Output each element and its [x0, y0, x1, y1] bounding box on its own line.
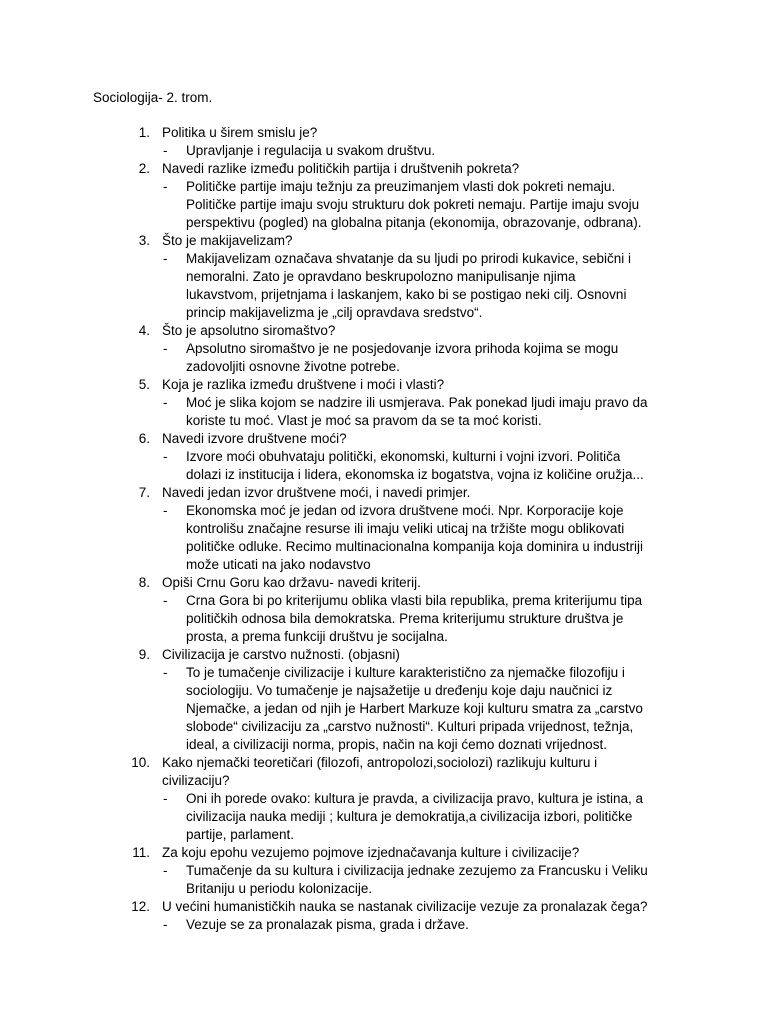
answer-line: Upravljanje i regulacija u svakom društvu. — [186, 143, 436, 158]
question-text: Što je makijavelizam? — [162, 233, 293, 248]
question-number: 8. — [138, 575, 150, 590]
answer-line: nemoralni. Zato je opravdano beskrupolozno manipulisanje njima — [186, 269, 576, 284]
question-number: 7. — [138, 485, 150, 500]
question-text: Navedi jedan izvor društvene moći, i navedi primjer. — [162, 485, 471, 500]
answer-line: partije, parlament. — [186, 827, 295, 842]
answer-line: perspektivu (pogled) na globalna pitanja (ekonomija, obrazovanje, odbrana). — [186, 215, 642, 230]
answer-line: kontrolišu značajne resurse ili imaju veliki uticaj na tržište mogu oblikovati — [186, 521, 625, 536]
question-number: 3. — [138, 233, 150, 248]
dash-bullet: - — [163, 341, 168, 356]
answer-line: zadovoljiti osnovne životne potrebe. — [186, 359, 400, 374]
answer-text — [186, 142, 686, 160]
dash-bullet: - — [163, 863, 168, 878]
answer-item — [0, 448, 768, 484]
question-number: 11. — [132, 845, 150, 860]
document-title: Sociologija- 2. trom. — [93, 90, 213, 105]
answer-text — [186, 916, 686, 934]
question-text: Opiši Crnu Goru kao državu- navedi kriterij. — [162, 575, 421, 590]
answer-line: Apsolutno siromaštvo je ne posjedovanje izvora prihoda kojima se mogu — [186, 341, 619, 356]
question-number: 12. — [131, 899, 150, 914]
dash-bullet: - — [163, 251, 168, 266]
answer-line: slobode“ civilizaciju za „carstvo nužnosti“. Kulturi pripada vrijednost, težnja, — [186, 719, 634, 734]
answer-text — [186, 790, 686, 844]
answer-text — [186, 862, 686, 898]
question-text: Kako njemački teoretičari (filozofi, antropolozi,sociolozi) razlikuju kulturu i — [162, 755, 598, 770]
answer-line: Makijavelizam označava shvatanje da su ljudi po prirodi kukavice, sebični i — [186, 251, 631, 266]
answer-item — [0, 664, 768, 754]
answer-line: Moć je slika kojom se nadzire ili usmjerava. Pak ponekad ljudi imaju pravo da — [186, 395, 648, 410]
answer-item — [0, 178, 768, 232]
question-item — [0, 322, 768, 340]
answer-line: Vezuje se za pronalazak pisma, grada i države. — [186, 917, 469, 932]
answer-line: lukavstvom, prijetnjama i laskanjem, kako bi se postigao neki cilj. Osnovni — [186, 287, 627, 302]
dash-bullet: - — [163, 791, 168, 806]
question-text: Koja je razlika između društvene i moći i vlasti? — [162, 377, 445, 392]
answer-item — [0, 340, 768, 376]
answer-text — [186, 664, 686, 754]
answer-item — [0, 142, 768, 160]
question-number: 5. — [138, 377, 150, 392]
answer-text — [186, 448, 686, 484]
question-item — [0, 646, 768, 664]
question-item — [0, 430, 768, 448]
question-text: Što je apsolutno siromaštvo? — [162, 323, 336, 338]
question-item — [0, 124, 768, 142]
answer-line: prosta, a prema funkciji društvu je socijalna. — [186, 629, 448, 644]
dash-bullet: - — [163, 503, 168, 518]
answer-line: sociologiju. Vo tumačenje je najsažetije u dređenju koje daju naučnici iz — [186, 683, 613, 698]
question-text: U većini humanističkih nauka se nastanak civilizacije vezuje za pronalazak čega? — [162, 899, 648, 914]
question-item — [0, 754, 768, 790]
answer-line: Izvore moći obuhvataju politički, ekonomski, kulturni i vojni izvori. Političa — [186, 449, 621, 464]
answer-line: ideal, a civilizaciji norma, propis, način na koji ćemo doznati vrijednost. — [186, 737, 607, 752]
answer-line: Crna Gora bi po kriterijumu oblika vlasti bila republika, prema kriterijumu tipa — [186, 593, 643, 608]
dash-bullet: - — [163, 395, 168, 410]
answer-item — [0, 502, 768, 574]
answer-line: To je tumačenje civilizacije i kulture karakteristično za njemačke filozofiju i — [186, 665, 625, 680]
question-number: 6. — [138, 431, 150, 446]
question-item — [0, 898, 768, 916]
question-item — [0, 160, 768, 178]
answer-line: Političke partije imaju svoju strukturu dok pokreti nemaju. Partije imaju svoju — [186, 197, 640, 212]
question-number: 1. — [138, 125, 150, 140]
question-item — [0, 484, 768, 502]
answer-line: dolazi iz institucija i lidera, ekonomska iz bogatstva, vojna iz količine oružja... — [186, 467, 644, 482]
dash-bullet: - — [163, 143, 168, 158]
answer-line: može uticati na jako nodavstvo — [186, 557, 371, 572]
answer-line: Britaniju u periodu kolonizacije. — [186, 881, 373, 896]
question-number: 4. — [138, 323, 150, 338]
answer-item — [0, 862, 768, 898]
answer-text — [186, 250, 686, 322]
question-text: Za koju epohu vezujemo pojmove izjednačavanja kulture i civilizacije? — [162, 845, 580, 860]
answer-item — [0, 790, 768, 844]
dash-bullet: - — [163, 449, 168, 464]
answer-text — [186, 502, 686, 574]
question-text: Navedi izvore društvene moći? — [162, 431, 347, 446]
answer-line: civilizacija nauka mediji ; kultura je demokratija,a civilizacija izbori, političke — [186, 809, 633, 824]
answer-line: Tumačenje da su kultura i civilizacija jednake zezujemo za Francusku i Veliku — [186, 863, 648, 878]
answer-item — [0, 250, 768, 322]
dash-bullet: - — [163, 665, 168, 680]
dash-bullet: - — [163, 593, 168, 608]
answer-item — [0, 592, 768, 646]
question-item — [0, 376, 768, 394]
question-number: 2. — [138, 161, 150, 176]
question-item — [0, 232, 768, 250]
dash-bullet: - — [163, 179, 168, 194]
dash-bullet: - — [163, 917, 168, 932]
answer-line: koriste tu moć. Vlast je moć sa pravom da se ta moć koristi. — [186, 413, 542, 428]
question-text-continued: civilizaciju? — [162, 773, 230, 788]
question-text: Navedi razlike između političkih partija i društvenih pokreta? — [162, 161, 520, 176]
answer-line: princip makijavelizma je „cilj opravdava sredstvo“. — [186, 305, 483, 320]
answer-text — [186, 394, 686, 430]
answer-text — [186, 340, 686, 376]
question-list — [0, 124, 768, 934]
question-number: 10. — [131, 755, 150, 770]
question-number: 9. — [138, 647, 150, 662]
answer-text — [186, 178, 686, 232]
answer-line: političke odluke. Recimo multinacionalna kompanija koja dominira u industriji — [186, 539, 643, 554]
answer-text — [186, 592, 686, 646]
answer-item — [0, 394, 768, 430]
answer-line: Ekonomska moć je jedan od izvora društvene moći. Npr. Korporacije koje — [186, 503, 624, 518]
question-text: Politika u širem smislu je? — [162, 125, 318, 140]
question-item — [0, 844, 768, 862]
answer-line: Oni ih porede ovako: kultura je pravda, a civilizacija pravo, kultura je istina, a — [186, 791, 643, 806]
answer-item — [0, 916, 768, 934]
question-item — [0, 574, 768, 592]
question-text: Civilizacija je carstvo nužnosti. (objasni) — [162, 647, 400, 662]
answer-line: Političke partije imaju težnju za preuzimanjem vlasti dok pokreti nemaju. — [186, 179, 616, 194]
answer-line: političkih odnosa bila demokratska. Prema kriterijumu strukture društva je — [186, 611, 624, 626]
answer-line: Njemačke, a jedan od njih je Harbert Markuze koji kulturu smatra za „carstvo — [186, 701, 643, 716]
